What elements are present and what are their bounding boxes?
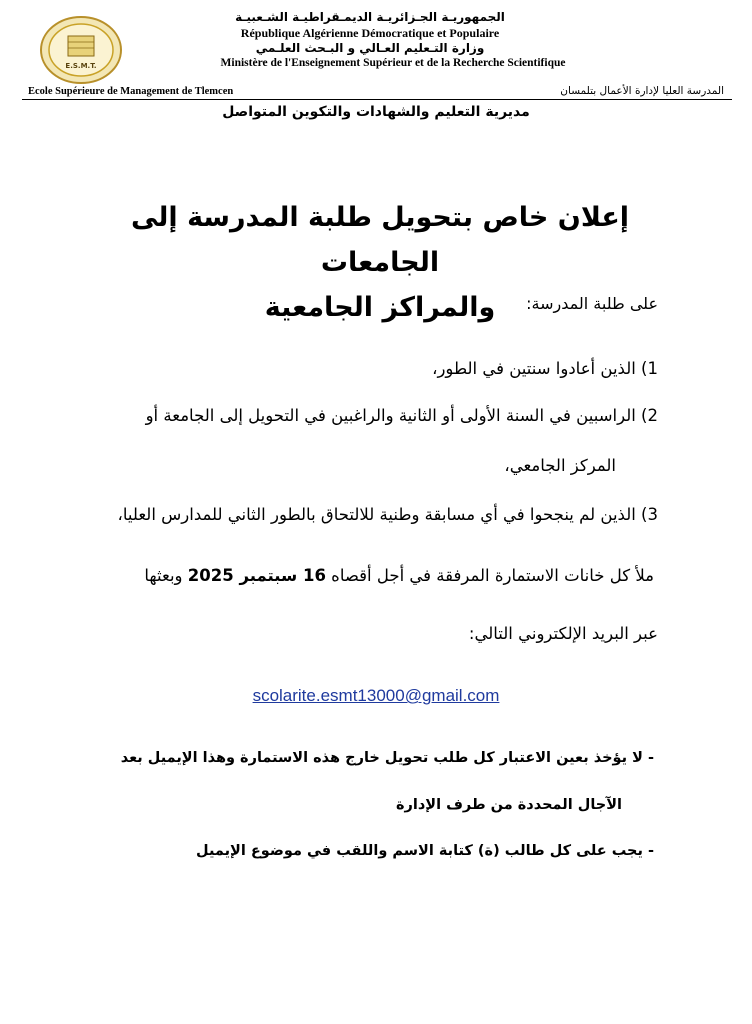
- list-item-2: 2) الراسبين في السنة الأولى أو الثانية والراغبين في التحويل إلى الجامعة أو: [145, 406, 658, 425]
- school-logo: [38, 14, 124, 86]
- instruction-line-2: عبر البريد الإلكتروني التالي:: [468, 624, 658, 643]
- list-item-3: 3) الذين لم ينجحوا في أي مسابقة وطنية للالتحاق بالطور الثاني للمدارس العليا،: [117, 505, 658, 524]
- school-name-arabic: المدرسة العليا لإدارة الأعمال بتلمسان: [560, 85, 724, 97]
- title-line-2: والمراكز الجامعية: [264, 292, 496, 323]
- instruction-part-2: وبعثها: [144, 566, 188, 585]
- header-divider: [22, 99, 732, 100]
- list-item-1: 1) الذين أعادوا سنتين في الطور،: [432, 359, 658, 378]
- school-name-french: Ecole Supérieure de Management de Tlemcen: [28, 86, 234, 97]
- list-item-2-continuation: المركز الجامعي،: [504, 456, 616, 475]
- instruction-line-1: [144, 566, 654, 585]
- header-republic-french: République Algérienne Démocratique et Populaire: [240, 26, 500, 40]
- note-1: - لا يؤخذ بعين الاعتبار كل طلب تحويل خارج هذه الاستمارة وهذا الإيميل بعد: [120, 750, 654, 766]
- email-link[interactable]: scolarite.esmt13000@gmail.com: [252, 686, 500, 705]
- instruction-part-1: ملأ كل خانات الاستمارة المرفقة في أجل أقصاه: [325, 566, 654, 585]
- directorate-heading: مديرية التعليم والشهادات والتكوين المتواصل: [222, 104, 530, 120]
- header-ministry-arabic: وزارة التـعليم العـالي و البـحث العلـمي: [255, 41, 485, 55]
- note-2: - يجب على كل طالب (ة) كتابة الاسم واللقب في موضوع الإيميل: [196, 843, 654, 859]
- deadline-date: 16 سبتمبر 2025: [187, 566, 326, 585]
- logo-text: E.S.M.T.: [65, 62, 97, 70]
- header-ministry-french: Ministère de l'Enseignement Supérieur et de la Recherche Scientifique: [220, 57, 566, 69]
- header-republic-arabic: الجمهوريـة الجـزائريـة الديمـقراطيـة الشـعبيـة: [235, 10, 505, 24]
- note-1-continuation: الآجال المحددة من طرف الإدارة: [395, 797, 622, 813]
- title-line-1: إعلان خاص بتحويل طلبة المدرسة إلى الجامعات: [130, 202, 630, 278]
- intro-text: على طلبة المدرسة:: [526, 294, 658, 313]
